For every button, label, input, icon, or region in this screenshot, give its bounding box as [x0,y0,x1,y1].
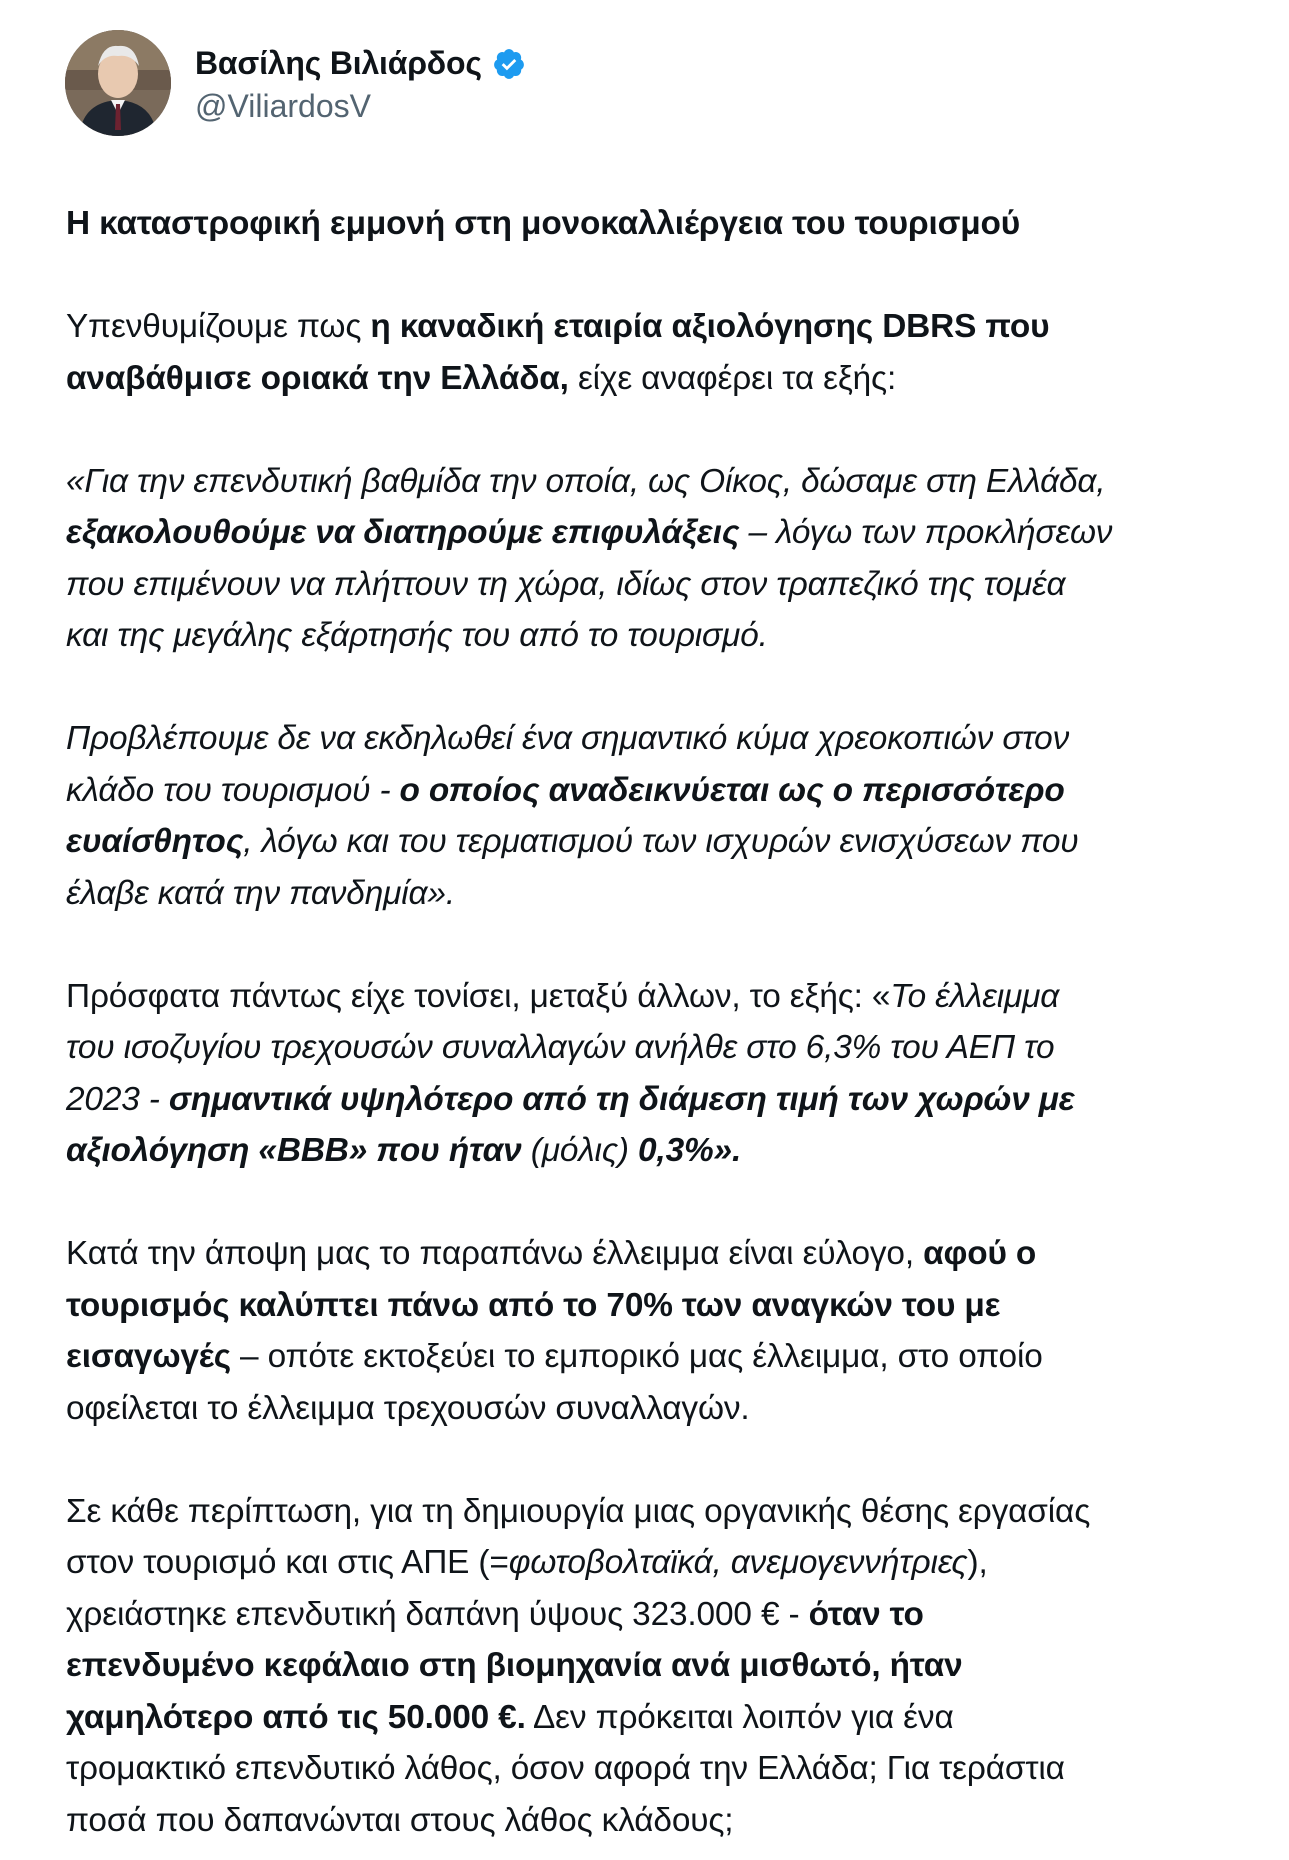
tweet-text [66,198,1266,1846]
text-line: έλαβε κατά την πανδημία». [66,874,455,912]
bold-run: αφού ο [923,1235,1037,1272]
text-line: τρομακτικό επενδυτικό λάθος, όσον αφορά την Ελλάδα; Για τεράστια [66,1750,1065,1787]
text-line: του ισοζυγίου τρεχουσών συναλλαγών ανήλθε στο 6,3% του ΑΕΠ το [66,1029,1055,1066]
paragraph-investment [66,1486,1266,1847]
name-row [195,42,526,86]
text-line [66,507,1266,559]
text-line [66,1125,1266,1177]
text-line [66,765,1266,817]
italic-run: (μόλις) [521,1132,639,1169]
text-run: Δεν πρόκειται λοιπόν για ένα [525,1698,954,1736]
text-line [66,301,1266,353]
avatar[interactable] [65,30,171,136]
paragraph-quote-1 [66,456,1266,662]
text-line: Σε κάθε περίπτωση, για τη δημιουργία μιας οργανικής θέσης εργασίας [66,1492,1091,1530]
italic-run: , λόγω και του τερματισμού των ισχυρών ενισχύσεων που [243,823,1079,860]
text-line [66,1074,1266,1126]
italic-run: 2023 - [66,1080,169,1118]
italic-run: φωτοβολταϊκά, ανεμογεννήτριες [508,1544,968,1581]
text-line [66,1331,1266,1383]
text-line [66,816,1266,868]
text-line: επενδυμένο κεφάλαιο στη βιομηχανία ανά μισθωτό, ήταν [66,1647,963,1684]
text-line [66,1589,1266,1641]
bold-italic-run: ο οποίος αναδεικνύεται ως ο περισσότερο [399,771,1065,809]
bold-run: όταν το [808,1595,924,1633]
text-run: Κατά την άποψη μας το παραπάνω έλλειμμα είναι εύλογο, [66,1235,924,1272]
tweet-header [65,30,526,136]
text-line: τουρισμός καλύπτει πάνω από το 70% των αναγκών του με [66,1286,1001,1324]
avatar-image [65,30,171,136]
paragraph-quote-2 [66,713,1266,919]
text-line: Προβλέπουμε δε να εκδηλωθεί ένα σημαντικό κύμα χρεοκοπιών στον [66,720,1070,757]
bold-run: εισαγωγές [66,1338,231,1375]
handle[interactable]: @ViliardosV [195,87,371,124]
text-line: ποσά που δαπανώνται στους λάθος κλάδους; [66,1801,734,1839]
text-run: είχε αναφέρει τα εξής: [568,359,897,397]
display-name[interactable]: Βασίλης Βιλιάρδος [195,45,482,81]
text-line: που επιμένουν να πλήττουν τη χώρα, ιδίως στον τραπεζικό της τομέα [66,565,1066,603]
tweet-title-paragraph [66,198,1266,250]
bold-run: αναβάθμισε οριακά την Ελλάδα, [66,359,569,397]
bold-italic-run: ευαίσθητος [66,823,244,860]
text-run: Υπενθυμίζουμε πως [66,308,371,345]
text-run: στον τουρισμό και στις ΑΠΕ (= [66,1544,509,1581]
tweet-title: Η καταστροφική εμμονή στη μονοκαλλιέργεια του τουρισμού [66,205,1021,242]
paragraph-deficit [66,971,1266,1177]
paragraph-dbrs-intro [66,301,1266,404]
bold-italic-run: αξιολόγηση «BBB» που ήταν [66,1132,522,1169]
text-line [66,353,1266,405]
verified-badge-icon [492,47,526,81]
text-line [66,1228,1266,1280]
paragraph-opinion [66,1228,1266,1434]
italic-run: – λόγω των προκλήσεων [739,514,1113,551]
text-line [66,1537,1266,1589]
bold-italic-run: εξακολουθούμε να διατηρούμε επιφυλάξεις [66,514,740,551]
bold-italic-run: 0,3%». [638,1132,742,1169]
text-line [66,971,1266,1023]
italic-run: Το έλλειμμα [890,977,1060,1015]
text-line: οφείλεται το έλλειμμα τρεχουσών συναλλαγών. [66,1389,750,1427]
bold-italic-run: σημαντικά υψηλότερο από τη διάμεση τιμή των χωρών με [168,1080,1075,1118]
italic-run: κλάδο του τουρισμού - [66,771,400,809]
text-run: Πρόσφατα πάντως είχε τονίσει, μεταξύ άλλων, το εξής: « [66,977,891,1015]
user-info [195,42,526,125]
bold-run: χαμηλότερο από τις 50.000 €. [66,1698,526,1736]
text-line: «Για την επενδυτική βαθμίδα την οποία, ως Οίκος, δώσαμε στη Ελλάδα, [66,462,1106,500]
text-line [66,1692,1266,1744]
text-run: – οπότε εκτοξεύει το εμπορικό μας έλλειμμα, στο οποίο [230,1338,1043,1375]
bold-run: η καναδική εταιρία αξιολόγησης DBRS που [370,308,1050,345]
text-line: και της μεγάλης εξάρτησής του από το τουρισμό. [66,617,768,654]
text-run: χρειάστηκε επενδυτική δαπάνη ύψους 323.000 € - [66,1595,809,1633]
text-run: ), [967,1544,988,1581]
